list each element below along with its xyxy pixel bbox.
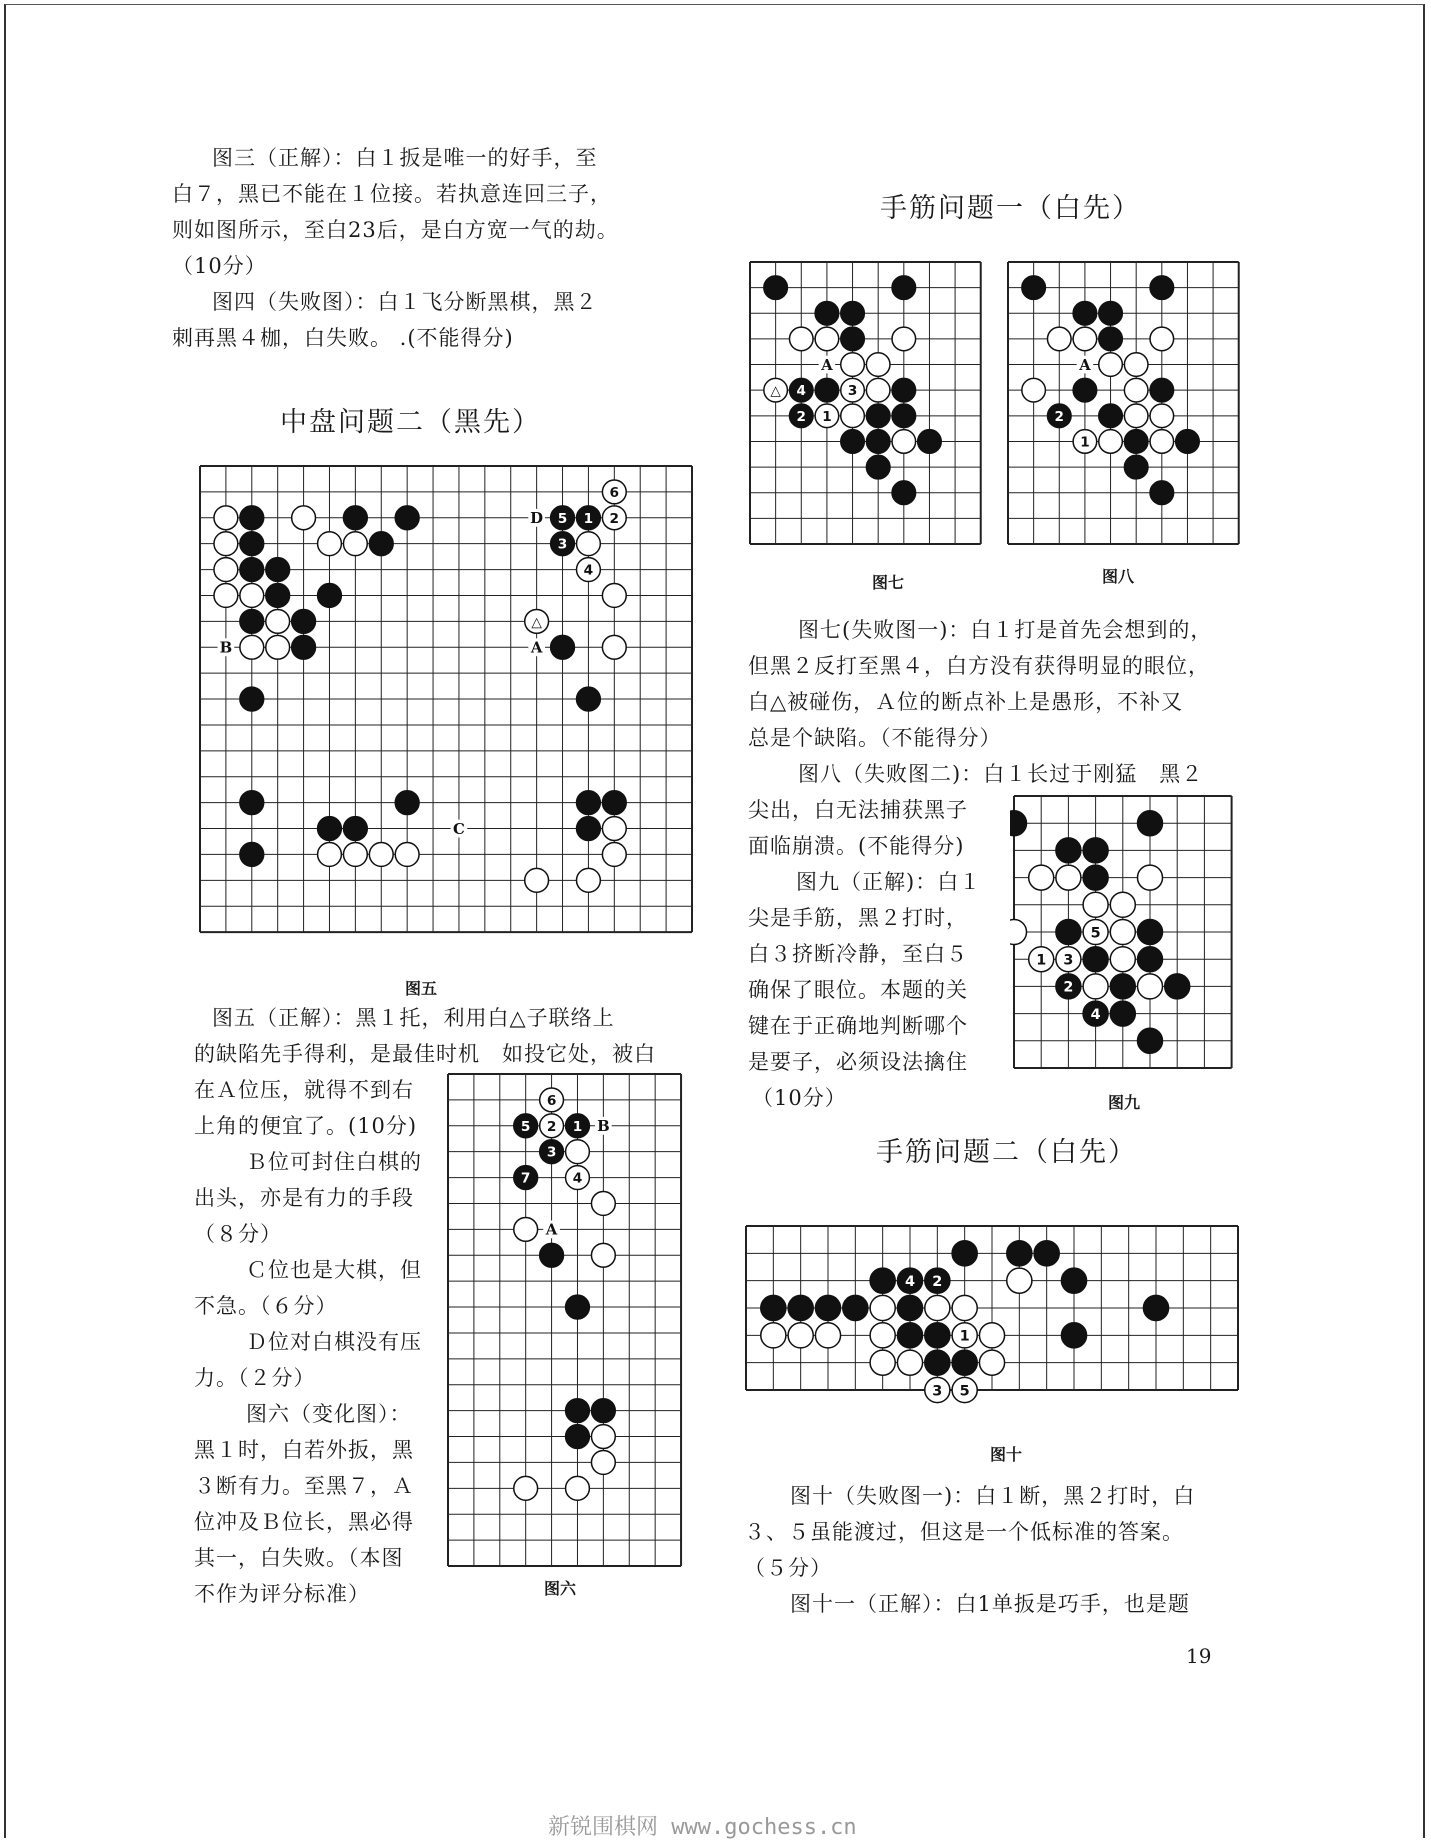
black-stone	[892, 276, 916, 300]
black-stone	[1034, 1241, 1059, 1266]
white-stone	[1010, 919, 1027, 944]
rcol-text-5: 白３挤断冷静，至白５	[748, 942, 968, 966]
white-stone	[1099, 353, 1123, 377]
black-stone	[1099, 327, 1123, 351]
white-stone	[577, 558, 601, 582]
white-stone	[841, 404, 865, 428]
black-stone	[1007, 1241, 1032, 1266]
black-stone	[841, 301, 865, 325]
black-stone	[1110, 974, 1135, 999]
black-stone	[764, 276, 788, 300]
white-stone	[591, 1243, 615, 1267]
black-stone	[551, 532, 575, 556]
black-stone	[1061, 1268, 1086, 1293]
point-label: D	[530, 509, 544, 528]
white-stone	[979, 1323, 1004, 1348]
white-stone	[540, 1088, 564, 1112]
para-fig11-l1: 图十一（正解）：白1单扳是巧手，也是题	[790, 1592, 1190, 1616]
black-stone	[343, 506, 367, 530]
white-stone	[266, 609, 290, 633]
white-stone	[602, 480, 626, 504]
white-stone	[1150, 404, 1174, 428]
white-stone	[591, 1451, 615, 1475]
para-fig10-l2: ３、５虽能渡过，但这是一个低标准的答案。	[744, 1520, 1184, 1544]
para-fig7-l1: 图七(失败图一)：白１打是首先会想到的，	[798, 618, 1213, 642]
col-text-13: 位冲及Ｂ位长，黑必得	[194, 1510, 414, 1534]
white-stone	[1007, 1268, 1032, 1293]
black-stone	[292, 635, 316, 659]
para-fig3-l2: 白７，黑已不能在１位接。若执意连回三子，	[172, 182, 612, 206]
caption-fig5: 图五	[405, 979, 438, 998]
white-stone	[1029, 865, 1054, 890]
black-stone	[318, 584, 342, 608]
stone-number: 5	[520, 1118, 531, 1135]
white-stone	[602, 584, 626, 608]
stone-number: 7	[520, 1170, 531, 1187]
black-stone	[514, 1114, 538, 1138]
stone-number: 1	[822, 408, 832, 425]
white-stone	[395, 843, 419, 867]
white-stone	[343, 532, 367, 556]
stone-number: 3	[932, 1383, 943, 1400]
black-stone	[866, 404, 890, 428]
white-stone	[866, 378, 890, 402]
black-stone	[1073, 301, 1097, 325]
caption-fig10: 图十	[990, 1445, 1023, 1464]
white-stone	[266, 635, 290, 659]
white-stone	[1137, 865, 1162, 890]
black-stone	[925, 1350, 950, 1375]
heading-midgame-2: 中盘问题二（黑先）	[280, 407, 541, 438]
board-grid	[1008, 262, 1239, 544]
black-stone	[1176, 430, 1200, 454]
black-stone	[514, 1166, 538, 1190]
black-stone	[1150, 481, 1174, 505]
white-stone	[925, 1377, 950, 1402]
black-stone	[897, 1268, 922, 1293]
black-stone	[788, 1295, 813, 1320]
col-text-8: Ｄ位对白棋没有压	[246, 1330, 422, 1354]
black-stone	[1056, 974, 1081, 999]
white-stone	[214, 558, 238, 582]
rcol-text-3: 图九（正解)：白１	[796, 870, 982, 894]
caption-fig6: 图六	[544, 1579, 577, 1598]
white-stone	[602, 843, 626, 867]
stone-number: 5	[959, 1383, 970, 1400]
white-stone	[1022, 378, 1046, 402]
black-stone	[566, 1399, 590, 1423]
stone-number: 6	[546, 1092, 557, 1109]
black-stone	[1061, 1323, 1086, 1348]
white-stone	[952, 1377, 977, 1402]
black-stone	[815, 378, 839, 402]
white-stone	[343, 843, 367, 867]
black-stone	[1099, 404, 1123, 428]
black-stone	[566, 1425, 590, 1449]
black-stone	[591, 1399, 615, 1423]
rcol-text-7: 键在于正确地判断哪个	[748, 1014, 968, 1038]
white-stone	[1110, 919, 1135, 944]
stone-number: 5	[557, 510, 568, 527]
point-label: C	[453, 819, 465, 838]
black-stone	[240, 506, 264, 530]
black-stone	[395, 506, 419, 530]
black-stone	[897, 1323, 922, 1348]
black-stone	[1137, 947, 1162, 972]
black-stone	[870, 1268, 895, 1293]
stone-number: 1	[959, 1328, 970, 1345]
stone-number: 1	[1080, 434, 1090, 451]
para-fig10-l3: （５分）	[744, 1556, 832, 1580]
black-stone	[240, 687, 264, 711]
white-stone	[897, 1350, 922, 1375]
black-stone	[1137, 919, 1162, 944]
black-stone	[789, 378, 813, 402]
black-stone	[343, 817, 367, 841]
white-stone	[815, 404, 839, 428]
col-text-14: 其一，白失败。（本图	[194, 1546, 404, 1570]
white-stone	[841, 378, 865, 402]
white-stone	[566, 1476, 590, 1500]
point-label: A	[821, 356, 833, 374]
black-stone	[789, 404, 813, 428]
rcol-text-8: 是要子，必须设法擒住	[748, 1050, 968, 1074]
para-fig8-l1: 图八（失败图二)：白１长过于刚猛 黑２	[798, 762, 1204, 786]
para-fig7-l2: 但黑２反打至黑４，白方没有获得明显的眼位，	[748, 654, 1210, 678]
black-stone	[240, 609, 264, 633]
white-stone	[870, 1323, 895, 1348]
stone-number: 3	[546, 1144, 557, 1161]
black-stone	[1083, 1001, 1108, 1026]
col-text-11: 黑１时，白若外扳，黑	[194, 1438, 414, 1462]
caption-fig9: 图九	[1108, 1093, 1141, 1112]
heading-tesuji-1: 手筋问题一（白先）	[880, 193, 1141, 224]
black-stone	[369, 532, 393, 556]
black-stone	[577, 791, 601, 815]
black-stone	[892, 404, 916, 428]
rcol-text-6: 确保了眼位。本题的关	[748, 978, 968, 1002]
black-stone	[318, 817, 342, 841]
white-stone	[764, 378, 788, 402]
black-stone	[1056, 838, 1081, 863]
heading-tesuji-2: 手筋问题二（白先）	[876, 1137, 1137, 1168]
stone-number: 4	[572, 1170, 583, 1187]
black-stone	[761, 1295, 786, 1320]
page-number: 19	[1186, 1644, 1212, 1668]
para-fig7-l4: 总是个缺陷。（不能得分）	[748, 726, 1002, 750]
black-stone	[952, 1241, 977, 1266]
black-stone	[551, 635, 575, 659]
white-stone	[591, 1425, 615, 1449]
col-text-9: 力。（２分）	[194, 1366, 316, 1390]
black-stone	[1124, 430, 1148, 454]
white-stone	[1124, 353, 1148, 377]
black-stone	[815, 1295, 840, 1320]
black-stone	[577, 817, 601, 841]
black-stone	[892, 378, 916, 402]
white-stone	[1073, 327, 1097, 351]
stone-number: 6	[609, 484, 620, 501]
black-stone	[240, 843, 264, 867]
black-stone	[292, 609, 316, 633]
black-stone	[566, 1114, 590, 1138]
white-stone	[514, 1217, 538, 1241]
black-stone	[1083, 865, 1108, 890]
board-grid	[750, 262, 981, 544]
point-label: B	[597, 1117, 610, 1136]
point-label: A	[1079, 356, 1091, 374]
black-stone	[815, 301, 839, 325]
black-stone	[866, 430, 890, 454]
white-stone	[892, 327, 916, 351]
white-stone	[1047, 327, 1071, 351]
white-stone	[292, 506, 316, 530]
white-stone	[815, 327, 839, 351]
white-stone	[866, 353, 890, 377]
rcol-text-9: （10分）	[752, 1086, 847, 1110]
white-stone	[1083, 974, 1108, 999]
black-stone	[1056, 919, 1081, 944]
white-stone	[240, 635, 264, 659]
watermark: 新锐围棋网 www.gochess.cn	[548, 1815, 857, 1840]
para-fig3-l1: 图三（正解）：白１扳是唯一的好手，至	[212, 146, 598, 170]
para-fig10-l1: 图十（失败图一)：白１断，黑２打时，白	[790, 1484, 1196, 1508]
stone-number: 4	[904, 1273, 916, 1290]
white-stone	[1029, 947, 1054, 972]
go-board-fig7	[746, 258, 986, 548]
para-fig3-l4: （10分）	[172, 254, 267, 278]
black-stone	[1110, 1001, 1135, 1026]
go-board-fig9	[1010, 792, 1238, 1072]
go-board-fig10	[742, 1222, 1242, 1422]
white-stone	[240, 584, 264, 608]
black-stone	[551, 506, 575, 530]
black-stone	[1137, 811, 1162, 836]
black-stone	[841, 430, 865, 454]
black-stone	[841, 327, 865, 351]
white-stone	[514, 1476, 538, 1500]
stone-number: 2	[546, 1118, 557, 1135]
black-stone	[1150, 276, 1174, 300]
black-stone	[1010, 811, 1027, 836]
white-stone	[602, 817, 626, 841]
point-label: A	[530, 638, 543, 657]
col-text-4: 出头，亦是有力的手段	[194, 1186, 414, 1210]
black-stone	[1099, 301, 1123, 325]
white-stone	[577, 868, 601, 892]
col-text-2: 上角的便宜了。(10分)	[194, 1114, 418, 1138]
black-stone	[1143, 1295, 1168, 1320]
stone-number: 4	[583, 562, 594, 579]
go-board-fig6	[444, 1070, 694, 1570]
black-stone	[577, 506, 601, 530]
white-stone	[1083, 919, 1108, 944]
black-stone	[1150, 378, 1174, 402]
black-stone	[602, 791, 626, 815]
black-stone	[266, 584, 290, 608]
stone-number: 1	[1036, 952, 1047, 969]
white-stone	[841, 353, 865, 377]
black-stone	[1165, 974, 1190, 999]
white-stone	[1099, 430, 1123, 454]
col-text-1: 在Ａ位压，就得不到右	[194, 1078, 414, 1102]
black-stone	[540, 1243, 564, 1267]
black-stone	[925, 1268, 950, 1293]
white-stone	[1056, 947, 1081, 972]
white-stone	[1110, 892, 1135, 917]
black-stone	[266, 558, 290, 582]
white-stone	[870, 1350, 895, 1375]
white-stone	[540, 1114, 564, 1138]
stone-number: 2	[932, 1273, 943, 1290]
black-stone	[1047, 404, 1071, 428]
white-stone	[602, 635, 626, 659]
black-stone	[892, 481, 916, 505]
black-stone	[395, 791, 419, 815]
col-text-6: Ｃ位也是大棋，但	[246, 1258, 422, 1282]
white-stone	[1083, 892, 1108, 917]
white-stone	[979, 1350, 1004, 1375]
white-stone	[870, 1295, 895, 1320]
white-stone	[577, 532, 601, 556]
caption-fig7: 图七	[872, 573, 905, 592]
point-label: B	[219, 638, 233, 657]
black-stone	[1022, 276, 1046, 300]
stone-number: 3	[847, 383, 858, 400]
white-stone	[761, 1323, 786, 1348]
para-fig4-l2: 刺再黑４枷，白失败。 .(不能得分)	[172, 326, 514, 350]
stone-number: 4	[796, 383, 806, 400]
white-stone	[952, 1323, 977, 1348]
black-stone	[918, 430, 942, 454]
black-stone	[240, 532, 264, 556]
stone-number: 2	[1063, 979, 1074, 996]
stone-number: 3	[1063, 952, 1074, 969]
black-stone	[866, 455, 890, 479]
black-stone	[1137, 1028, 1162, 1053]
caption-fig8: 图八	[1102, 567, 1135, 586]
col-text-15: 不作为评分标准）	[194, 1582, 370, 1606]
black-stone	[1083, 947, 1108, 972]
stone-number: △	[531, 614, 542, 631]
stone-number: 3	[557, 536, 568, 553]
stone-number: △	[770, 383, 781, 400]
black-stone	[1073, 378, 1097, 402]
black-stone	[843, 1295, 868, 1320]
white-stone	[566, 1140, 590, 1164]
col-text-7: 不急。（６分）	[194, 1294, 338, 1318]
black-stone	[240, 558, 264, 582]
white-stone	[602, 506, 626, 530]
white-stone	[591, 1192, 615, 1216]
rcol-text-1: 尖出，白无法捕获黑子	[748, 798, 968, 822]
white-stone	[566, 1166, 590, 1190]
white-stone	[1073, 430, 1097, 454]
white-stone	[789, 327, 813, 351]
white-stone	[1124, 404, 1148, 428]
white-stone	[1150, 327, 1174, 351]
col-text-10: 图六（变化图）：	[246, 1402, 412, 1426]
white-stone	[318, 532, 342, 556]
white-stone	[214, 584, 238, 608]
black-stone	[540, 1140, 564, 1164]
white-stone	[815, 1323, 840, 1348]
stone-number: 2	[609, 510, 620, 527]
stone-number: 1	[572, 1118, 583, 1135]
white-stone	[369, 843, 393, 867]
col-text-3: Ｂ位可封住白棋的	[246, 1150, 422, 1174]
white-stone	[925, 1295, 950, 1320]
board-grid	[448, 1074, 681, 1566]
black-stone	[566, 1295, 590, 1319]
go-board-fig5	[196, 462, 696, 954]
stone-number: 4	[1090, 1006, 1101, 1023]
black-stone	[897, 1295, 922, 1320]
para-fig5-l2: 的缺陷先手得利，是最佳时机 如投它处，被白	[194, 1042, 656, 1066]
black-stone	[952, 1350, 977, 1375]
white-stone	[788, 1323, 813, 1348]
stone-number: 2	[796, 408, 806, 425]
col-text-5: （８分）	[194, 1222, 282, 1246]
white-stone	[1137, 974, 1162, 999]
black-stone	[1083, 838, 1108, 863]
black-stone	[1124, 455, 1148, 479]
para-fig7-l3: 白△被碰伤，Ａ位的断点补上是愚形，不补又	[748, 690, 1184, 714]
black-stone	[925, 1323, 950, 1348]
white-stone	[525, 609, 549, 633]
stone-number: 2	[1054, 408, 1064, 425]
para-fig3-l3: 则如图所示，至白23后，是白方宽一气的劫。	[172, 218, 619, 242]
white-stone	[1150, 430, 1174, 454]
white-stone	[952, 1295, 977, 1320]
white-stone	[214, 506, 238, 530]
white-stone	[1056, 865, 1081, 890]
stone-number: 5	[1090, 925, 1101, 942]
black-stone	[240, 791, 264, 815]
point-label: A	[545, 1220, 558, 1239]
white-stone	[525, 868, 549, 892]
black-stone	[577, 687, 601, 711]
white-stone	[1110, 947, 1135, 972]
stone-number: 1	[583, 510, 594, 527]
para-fig5-l1: 图五（正解）：黑１托，利用白△子联络上	[212, 1006, 615, 1030]
white-stone	[318, 843, 342, 867]
rcol-text-4: 尖是手筋，黑２打时，	[748, 906, 968, 930]
rcol-text-2: 面临崩溃。(不能得分)	[748, 834, 965, 858]
white-stone	[892, 430, 916, 454]
white-stone	[1124, 378, 1148, 402]
col-text-12: ３断有力。至黑７，Ａ	[194, 1474, 414, 1498]
white-stone	[214, 532, 238, 556]
go-board-fig8	[1004, 258, 1244, 548]
para-fig4-l1: 图四（失败图）：白１飞分断黑棋，黑２	[212, 290, 598, 314]
